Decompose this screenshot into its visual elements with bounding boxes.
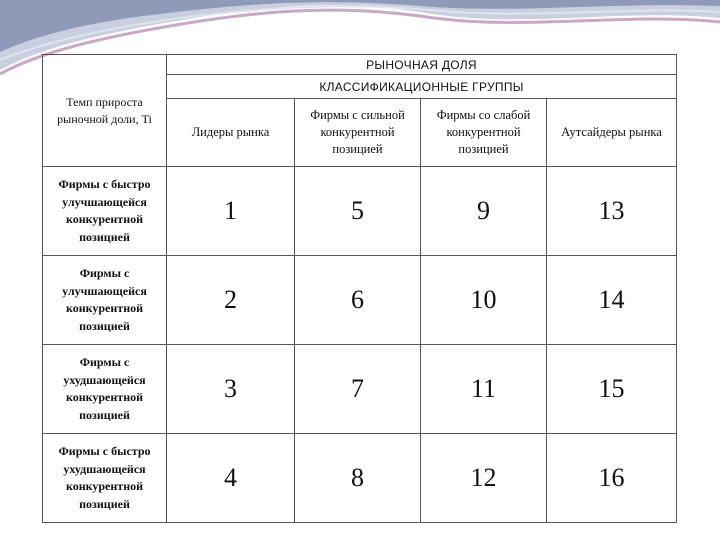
cell-value: 12 [421,434,547,523]
column-header-market-leaders: Лидеры рынка [167,99,295,167]
table-row [43,434,677,523]
row-label: Фирмы с быстро улучшающейся конкурентной позицией [43,167,167,256]
row-label: Фирмы с улучшающейся конкурентной позицией [43,256,167,345]
classification-groups-header: КЛАССИФИКАЦИОННЫЕ ГРУППЫ [167,75,677,99]
cell-value: 14 [547,256,677,345]
classification-matrix [42,54,677,523]
cell-value: 4 [167,434,295,523]
cell-value: 7 [295,345,421,434]
table-row [43,345,677,434]
market-share-header: РЫНОЧНАЯ ДОЛЯ [167,55,677,75]
cell-value: 8 [295,434,421,523]
cell-value: 13 [547,167,677,256]
column-header-outsiders: Аутсайдеры рынка [547,99,677,167]
cell-value: 10 [421,256,547,345]
column-header-strong-position: Фирмы с сильной конкурентной позицией [295,99,421,167]
row-label: Фирмы с быстро ухудшающейся конкурентной позицией [43,434,167,523]
row-label: Фирмы с ухудшающейся конкурентной позицией [43,345,167,434]
row-header-title: Темп прироста рыночной доли, Ti [43,55,167,167]
table-row [43,256,677,345]
table-row [43,167,677,256]
cell-value: 6 [295,256,421,345]
cell-value: 5 [295,167,421,256]
cell-value: 9 [421,167,547,256]
cell-value: 15 [547,345,677,434]
cell-value: 3 [167,345,295,434]
cell-value: 11 [421,345,547,434]
column-header-weak-position: Фирмы со слабой конкурентной позицией [421,99,547,167]
cell-value: 2 [167,256,295,345]
cell-value: 1 [167,167,295,256]
cell-value: 16 [547,434,677,523]
